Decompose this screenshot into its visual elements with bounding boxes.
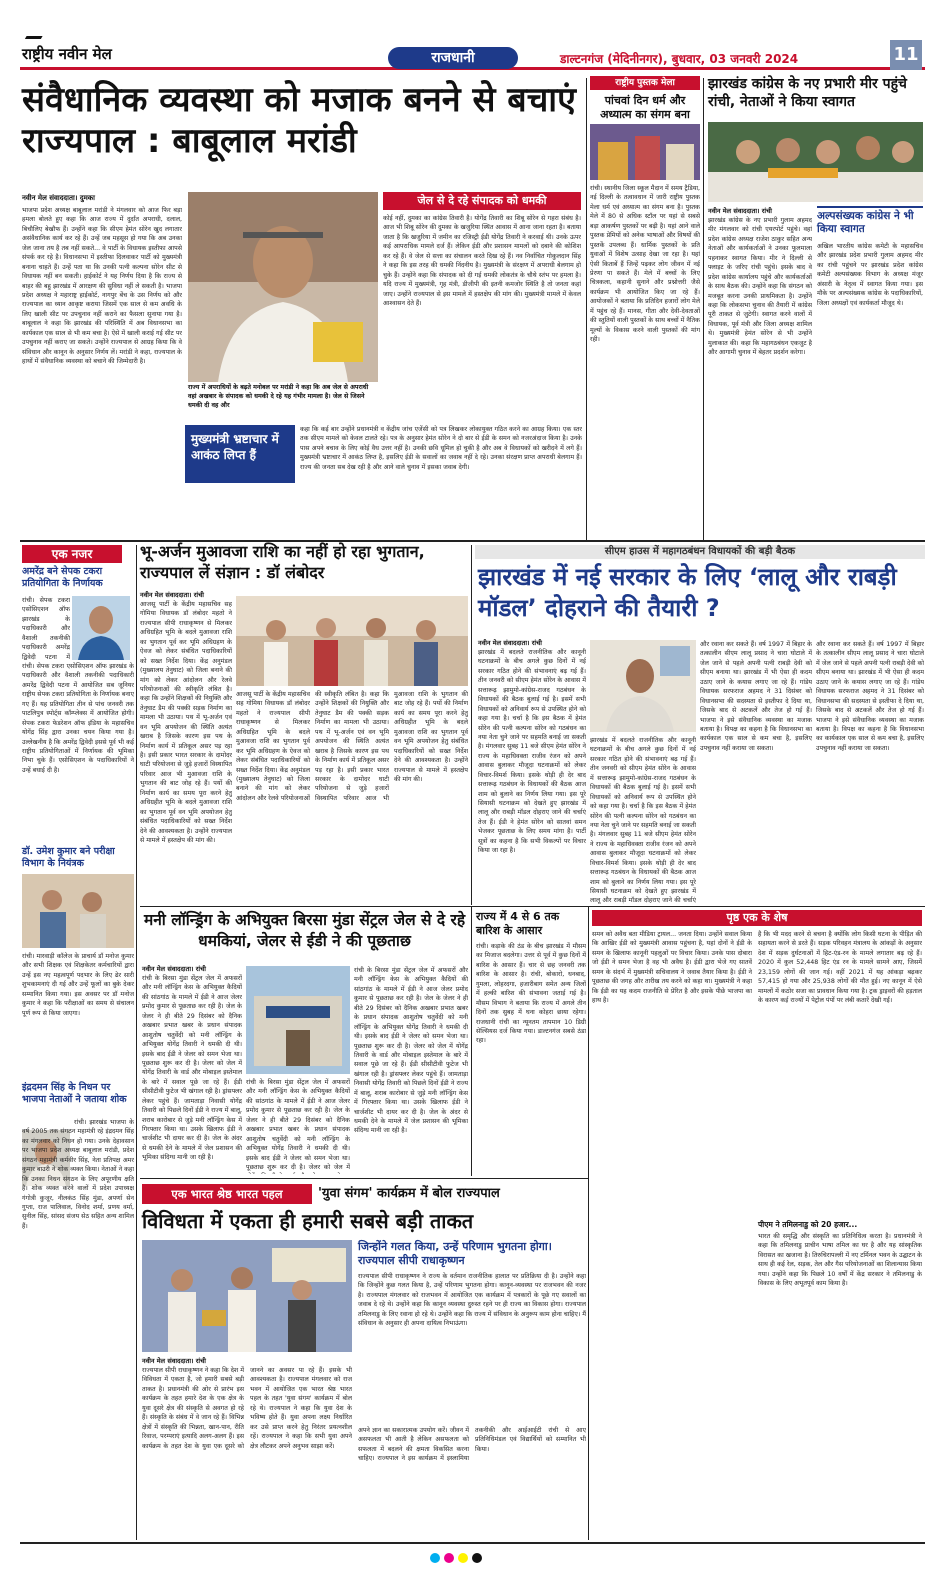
newspaper-brand: राष्ट्रीय नवीन मेल [22,45,112,63]
lead-column-1: भाजपा प्रदेश अध्यक्ष बाबूलाल मरांडी ने मंगलवार को आज फिर बड़ा हमला बोलते हुए कहा कि आज राज्य में दुर्दांत अपराधी, दलाल, बिचौलिए बेखौफ हैं। उन्होंने कहा कि सीएम हेमंत सोरेन खुद लगातार असंवैधानिक कार्य कर रहे हैं। उन्हें जब महसूस हो गया कि अब उनका जेल जाना तय है तब नहीं सकते... वे पार्टी के विधायक इस्तीफा आपसे संपर्क कर रहे है। विधानसभा में इस्तीफा दिलवाकर पार्टी को मुख्यमंत्री बनाना चाहते हैं। उन्हें पता था कि उनकी पत्नी कल्पना सोरेन सीट से विधायक नहीं बन सकती। हाईकोर्ट ने यह निर्णय दिया है कि राज्य से बाहर की बहु झारखंड में आरक्षण की सुविधा नहीं ले सकती है। भाजपा प्रदेश अध्यक्ष ने महाराष्ट्र हाईकोर्ट, नागपुर बेंच के उस निर्णय को और राज्यपाल का ध्यान आकृष्ट कराया जिसमें एक साल से कम अवधि के लिए खाली सीट पर उपचुनाव नहीं कराने का फैसला सुनाया गया है। बाबूलाल ने कहा कि झारखंड की परिस्थिति में अब विधानसभा का कार्यकाल एक साल से भी कम बचा है। ऐसे में खाली कराई गई सीट पर उपचुनाव नहीं कराए जा सकते। उन्होंने राज्यपाल से आग्रह किया कि वे संविधान और कानून के अनुसार निर्णय लें। मरांडी ने कहा, राज्यपाल के हाथों में संवैधानिक व्यवस्था को बचाने की जिम्मेदारी है। [22,207,182,365]
congress-side-text: अखिल भारतीय कांग्रेस कमेटी के महासचिव और झारखंड प्रदेश प्रभारी गुलाम अहमद मीर का रांची पहुंचने पर झारखंड प्रदेश कांग्रेस कमेटी अल्पसंख्यक विभाग के अध्यक्ष मंजूर अंसारी के नेतृत्व में स्वागत किया गया। इस मौके पर अल्पसंख्यक कांग्रेस के पदाधिकारियों, जिला अध्यक्षों एवं कार्यकर्ता मौजूद थे। [817,243,923,307]
lead-headline: संवैधानिक व्यवस्था को मजाक बनने से बचाएं राज्यपाल : बाबूलाल मरांडी [22,80,576,161]
book-fair-kicker: राष्ट्रीय पुस्तक मेला [590,76,700,90]
congress-photo [708,122,923,202]
laundering-text-mid: रांची के बिरसा मुंडा सेंट्रल जेल में अफसरों और मनी लॉन्ड्रिंग केस के अभियुक्त कैदियों की सांठगांठ के मामले में ईडी ने आज जेलर प्रमोद कुमार से पूछताछ कर रही है। जेल के जेलर ने ही बीते 29 दिसंबर को दैनिक अखबार प्रभात खबर के प्रधान संपादक आशुतोष चतुर्वेदी को मनी लॉन्ड्रिंग के अभियुक्त योगेंद्र तिवारी ने धमकी दी थी। इसके बाद ईडी ने जेलर को समन भेजा था। पूछताछ शुरू कर दी है। जेलर को जेल में [246,1079,350,1171]
ek-nazar-item2-title: डॉ. उमेश कुमार बने परीक्षा विभाग के नियंत्रक [22,846,115,869]
lead-box-title: मुख्यमंत्री भ्रष्टाचार में आकंठ लिप्त हैं [185,425,295,483]
laundering-byline: नवीन मेल संवाददाता। रांची [142,965,206,973]
congress-side-title: अल्पसंख्यक कांग्रेस ने भी किया स्वागत [817,206,923,236]
footer-rule [20,1542,925,1544]
alliance-text-far-right: और रवाना कर सकते हैं। वर्ष 1997 में बिहार के तत्कालीन सीएम लालू प्रसाद ने चारा घोटाले में जेल जाने से पहले अपनी पत्नी राबड़ी देवी को सीएम बनाया था। झारखंड में भी ऐसा ही कदम उठाए जाने के कयास लगाए जा रहे हैं। गांडेय विधायक सरफराज अहमद ने 31 दिसंबर को विधानसभा की सदस्यता से इस्तीफा दे दिया था, जिसके बाद से अटकलें और तेज हो गई हैं। भाजपा ने इसे संवैधानिक व्यवस्था का मजाक बताया है। विपक्ष का कहना है कि विधानसभा का कार्यकाल एक साल से कम बचा है, इसलिए उपचुनाव नहीं कराया जा सकता। [816,641,924,752]
ebsb-text: राज्यपाल सीपी राधाकृष्णन ने कहा कि देश में विविधता में एकता है, जो हमारी सबसे बड़ी ताकत है। प्रधानमंत्री की ओर से प्रारंभ इस कार्यक्रम के तहत हमारे देश के एक क्षेत्र के युवा दूसरे क्षेत्र की संस्कृति से अवगत हो रहे हैं। संस्कृति के संबंध में वे जान रहे हैं। विभिन्न क्षेत्रों में संस्कृति की भिन्नता, खान-पान, रीति रिवाज, परम्पराएं इत्यादि अलग-अलग हैं। इस कार्यक्रम के तहत देश के युवा एक दूसरे को जानने का अवसर पा रहे हैं। इसके भी आवश्यकता है। राज्यपाल मंगलवार को राज भवन में आयोजित एक भारत श्रेष्ठ भारत पहल के तहत 'युवा संगम' कार्यक्रम में बोल रहे थे। राज्यपाल ने कहा कि युवा देश के भविष्य होते हैं। युवा अपना लक्ष्य निर्धारित कर उसे प्राप्त करने हेतु निरंतर प्रयत्नशील रहें। राज्यपाल ने कहा कि सभी युवा अपने क्षेत्र लौटकर अपने अनुभव साझा करें। [142,1367,352,1450]
jail-photo [246,966,350,1074]
lead-box-text: कहा कि कई बार उन्होंने प्रधानमंत्री व केंद्रीय जांच एजेंसी को पत्र लिखकर लोकायुक्त गठित करने का आग्रह किया। एक स्तर तक सीएम मामले को केवल टालते रहे। पत्र के अनुसार हेमंत सोरेन ने दो बार से ईडी के समन को नजरअंदाज किया है। उनके पास अपने बचाव के लिए कोई वैध उत्तर नहीं है। उनकी छवि धूमिल हो चुकी है और अब वे विधायकों को खरीदने में लगे हैं। मुख्यमंत्री भ्रष्टाचार में आकंठ लिप्त है, इसलिए ईडी के सवालों का जवाब नहीं दे रहे। उनका संरक्षण प्राप्त अपराधी बेलगाम हैं। राज्य की जनता सब देख रही है और आने वाले चुनाव में इसका जवाब देगी। [300,426,582,471]
ek-nazar-item3-text: रांची। झारखंड भाजपा के वर्ष 2005 तक संगठन महामंत्री रहे इंद्रदमन सिंह का मंगलवार को निधन हो गया। उनके देहावसान पर भाजपा प्रदेश अध्यक्ष बाबूलाल मरांडी, प्रदेश संगठन महामंत्री कर्मवीर सिंह, नेता प्रतिपक्ष अमर कुमार बाउरी ने शोक व्यक्त किया। नेताओं ने कहा कि उनका निधन संगठन के लिए अपूरणीय क्षति है। शोक व्यक्त करने वालों में प्रदेश उपाध्यक्ष गंगोत्री कुजूर, नीलकंठ सिंह मुंडा, अपर्णा सेन गुप्ता, राज पालिवाल, विनोद शर्मा, प्रणय वर्मा, सुनील सिंह, सांसद संजय सेठ सहित अन्य शामिल हैं। [22,1119,134,1230]
continued-label: पृष्ठ एक के शेष [592,910,922,926]
amrendra-photo [72,596,130,660]
land-headline: भू-अर्जन मुआवजा राशि का नहीं हो रहा भुगतान, राज्यपाल लें संज्ञान : डॉ लंबोदर [140,542,425,582]
ebsb-banner-left: एक भारत श्रेष्ठ भारत पहल [142,1184,312,1204]
ebsb-headline: विविधता में एकता ही हमारी सबसे बड़ी ताकत [142,1209,474,1233]
yellow-dot-icon [458,1553,468,1563]
alliance-byline: नवीन मेल संवाददाता। रांची [478,639,542,647]
ek-nazar-item1-title: अमरेंद्र बने सेपक टकरा प्रतियोगिता के निर्णायक [22,566,103,589]
laundering-text: रांची के बिरसा मुंडा सेंट्रल जेल में अफसरों और मनी लॉन्ड्रिंग केस के अभियुक्त कैदियों की सांठगांठ के मामले में ईडी ने आज जेलर प्रमोद कुमार से पूछताछ कर रही है। जेल के जेलर ने ही बीते 29 दिसंबर को दैनिक अखबार प्रभात खबर के प्रधान संपादक आशुतोष चतुर्वेदी को मनी लॉन्ड्रिंग के अभियुक्त योगेंद्र तिवारी ने धमकी दी थी। इसके बाद ईडी ने जेलर को समन भेजा था। पूछताछ शुरू कर दी है। जेलर को जेल में योगेंद्र तिवारी के वार्ड और मोबाइल इस्तेमाल के बारे में सवाल पूछे जा रहे हैं। ईडी सीसीटीवी फुटेज भी खंगाल रही है। ड्रांसफ्लर लेकर पहुंचे हैं। जामताड़ा निवासी योगेंद्र तिवारी को पिछले दिनों ईडी ने राज्य में बालू, शराब कारोबार से जुड़े मनी लॉन्ड्रिंग केस में गिरफ्तार किया था। उसके खिलाफ ईडी ने चार्जशीट भी दायर कर दी है। जेल के अंदर से धमकी देने के मामले में जेल प्रशासन की भूमिका संदिग्ध मानी जा रही है। [142,975,242,1162]
congress-byline: नवीन मेल संवाददाता। रांची [708,207,772,215]
book-fair-headline: पांचवां दिन धर्म और अध्यात्म का संगम बना [600,94,690,121]
page-number: 11 [890,40,922,70]
ebsb-side-text-2: अपने ज्ञान का सकारात्मक उपयोग करें। जीवन में असफलता भी आती है लेकिन असफलता को सफलता में बदलने की क्षमता विकसित करना चाहिए। राज्यपाल ने इस कार्यक्रम में इस्लामिया तकनीकी और आईआईटी रांची से आए प्रतिनिधिमंडल एवं विद्यार्थियों को सम्मानित भी किया। [358,1427,586,1463]
lead-photo-caption: राज्य में अपराधियों के बढ़ते मनोबल पर मरांडी ने कहा कि अब जेल से अपराधी वहां अखबार के संपादक को धमकी दे रहे यह गंभीर मामला है। जेल से जिसने धमकी दी वह और [188,384,369,409]
black-dot-icon [472,1553,482,1563]
alliance-text-right: और रवाना कर सकते हैं। वर्ष 1997 में बिहार के तत्कालीन सीएम लालू प्रसाद ने चारा घोटाले में जेल जाने से पहले अपनी पत्नी राबड़ी देवी को सीएम बनाया था। झारखंड में भी ऐसा ही कदम उठाए जाने के कयास लगाए जा रहे हैं। गांडेय विधायक सरफराज अहमद ने 31 दिसंबर को विधानसभा की सदस्यता से इस्तीफा दे दिया था, जिसके बाद से अटकलें और तेज हो गई हैं। भाजपा ने इसे संवैधानिक व्यवस्था का मजाक बताया है। विपक्ष का कहना है कि विधानसभा का कार्यकाल एक साल से कम बचा है, इसलिए उपचुनाव नहीं कराया जा सकता। [700,641,812,752]
congress-text: झारखंड कांग्रेस के नए प्रभारी गुलाम अहमद मीर मंगलवार को रांची एयरपोर्ट पहुंचे। वहां प्रदेश कांग्रेस अध्यक्ष राजेश ठाकुर सहित अन्य नेताओं और कार्यकर्ताओं ने उनका फूलमाला पहनाकर स्वागत किया। मीर ने दिल्ली से फ्लाइट के जरिए रांची पहुंचे। इसके बाद वे प्रदेश कांग्रेस कार्यालय पहुंचे और कार्यकर्ताओं के साथ बैठक की। उन्होंने कहा कि संगठन को मजबूत करना उनकी प्राथमिकता है। उन्होंने कहा कि लोकसभा चुनाव की तैयारी में कांग्रेस पूरी ताकत से जुटेगी। स्वागत करने वालों में विधायक, पूर्व मंत्री और जिला अध्यक्ष शामिल थे। मुख्यमंत्री हेमंत सोरेन से भी उन्होंने मुलाकात की। कहा कि महागठबंधन एकजुट है और आगामी चुनाव में बेहतर प्रदर्शन करेगा। [708,217,812,357]
umesh-photo [22,874,134,948]
ebsb-byline: नवीन मेल संवाददाता। रांची [142,1357,206,1365]
alliance-headline: झारखंड में नई सरकार के लिए ‘लालू और राबड़ी मॉडल’ दोहराने की तैयारी ? [478,563,897,623]
column-rule [586,78,587,540]
continued-subhead: पीएम ने तमिलनाडु को 20 हजार... [758,1220,858,1229]
dateline: डाल्टनगंज (मेदिनीनगर), बुधवार, 03 जनवरी 2024 [560,52,799,66]
ebsb-photo [142,1240,352,1352]
column-rule [136,545,137,1540]
lead-kicker: जेल से दे रहे संपादक को धमकी [383,192,581,210]
book-fair-photo [590,124,700,180]
magenta-dot-icon [444,1553,454,1563]
congress-headline: झारखंड कांग्रेस के नए प्रभारी मीर पहुंचे रांची, नेताओं ने किया स्वागत [708,76,907,110]
ek-nazar-item1-text-a: रांची। सेपक टकरा एसोसिएशन ऑफ झारखंड के पदाधिकारी और वैशाली तकनीकी पदाधिकारी अमरेंद्र द्विवेदी पटना में [22,597,70,660]
alliance-text: झारखंड में बदलते राजनीतिक और कानूनी घटनाक्रमों के बीच अगले कुछ दिनों में नई सरकार गठित होने की संभावनाएं बढ़ गई हैं। तीन जनवरी को सीएम हेमंत सोरेन के आवास में सत्तारूढ़ झामुमो-कांग्रेस-राजद गठबंधन के विधायकों की बैठक बुलाई गई है। इसमें सभी विधायकों को अनिवार्य रूप से उपस्थित होने को कहा गया है। चर्चा है कि इस बैठक में हेमंत सोरेन की पत्नी कल्पना सोरेन को गठबंधन का नया नेता चुने जाने पर सहमति बनाई जा सकती है। मंगलवार सुबह 11 बजे सीएम हेमंत सोरेन ने राज्य के महाधिवक्ता राजीव रंजन को अपने आवास बुलाकर मौजूदा घटनाक्रमों को लेकर विचार-विमर्श किया। इसके थोड़ी ही देर बाद सत्तारूढ़ गठबंधन के विधायकों की बैठक आज शाम को बुलाने का निर्णय लिया गया। इस पूरे सियासी घटनाक्रम को देखते हुए झारखंड में लालू और राबड़ी मॉडल दोहराए जाने की चर्चाएं तेज हैं। ईडी ने हेमंत सोरेन को सातवां समन भेजकर पूछताछ के लिए समय मांगा है। पार्टी सूत्रों का कहना है कि सभी विकल्पों पर विचार किया जा रहा है। [478,649,586,855]
registration-marks [430,1548,486,1567]
weather-headline: राज्य में 4 से 6 तक बारिश के आसार [476,910,560,938]
section-divider [140,1178,588,1179]
lead-column-2: कोई नहीं, दुमका का कांग्रेस तिवारी है। योगेंद्र तिवारी का शिबू सोरेन से गहरा संबंध है। आज भी शिबू सोरेन की दुमका के खजुरिया स्थित आवास में आना जाना रहता है। बताया जाता है कि खजुरिया में जमीन का रजिस्ट्री ईडी योगेंद्र तिवारी ने करवाई थी। उनके ऊपर कई आपराधिक मामले दर्ज हैं। लेकिन ईडी और प्रशासन मामलों को दबाने की कोशिश कर रहे हैं। वे जेल से सत्ता का संचालन करते दिख रहे हैं। नव निर्वाचित गोकुलदान सिंह ने कहा कि इस तरह की धमकी निंदनीय है। मुख्यमंत्री के संरक्षण में अपराधी बेलगाम हो चुके हैं। उन्होंने कहा कि संपादक को दी गई धमकी लोकतंत्र के चौथे स्तंभ पर हमला है। यदि राज्य में मुख्यमंत्री, गृह मंत्री, डीजीपी की इतनी कमजोर स्थिति है तो जनता कहां जाए। उन्होंने राज्यपाल से इस मामले में हस्तक्षेप की मांग की। मुख्यमंत्री मामले में केवल आश्वासन देते हैं। [383,215,581,307]
land-text: आजसू पार्टी के केंद्रीय महासचिव सह गोमिया विधायक डॉ लंबोदर महतो ने राज्यपाल सीपी राधाकृष्णन से मिलकर अधिग्रहित भूमि के बदले मुआवजा राशि का भुगतान पूर्व कर भूमि अधिग्रहण के ऐवज को लेकर संबंधित पदाधिकारियों को सख्त निर्देश दिया। केंद्र अनुमंडल (मुख्यालय तेनुघाट) को जिला बनाने की मांग को लेकर आंदोलन और रेलवे परियोजनाओं की स्वीकृति लंबित है। कहा कि उन्होंने शिक्षकों की नियुक्ति और तेनुघाट डैम की पक्की सड़क निर्माण का मामला भी उठाया। पथ में भू-अर्जन एवं वन भूमि अपयोजन की स्थिति अत्यंत खराब है जिसके कारण इस पथ के निर्माण कार्य में प्रतिकूल असर पड़ रहा है। इसी प्रकार भारत सरकार के दामोदर घाटी परियोजना से जुड़े हजारों विस्थापित परिवार आज भी मुआवजा राशि के भुगतान की बाट जोह रहे हैं। पर्यो की निर्माण कार्य का समय पूरा करने हेतु अधिग्रहीत भूमि के बदले मुआवजा राशि का भुगतान पूर्व वन भूमि अपयोजन हेतु संबंधित पदाधिकारियों को सख्त निर्देश देने की आवश्यकता है। उन्होंने राज्यपाल से मामले में हस्तक्षेप की मांग की। [140,601,232,844]
ebsb-banner-right: 'युवा संगम' कार्यक्रम में बोल राज्यपाल [318,1186,500,1201]
land-text-continued: आजसू पार्टी के केंद्रीय महासचिव सह गोमिया विधायक डॉ लंबोदर महतो ने राज्यपाल सीपी राधाकृष्णन से मिलकर अधिग्रहित भूमि के बदले मुआवजा राशि का भुगतान पूर्व कर भूमि अधिग्रहण के ऐवज को लेकर संबंधित पदाधिकारियों को सख्त निर्देश दिया। केंद्र अनुमंडल (मुख्यालय तेनुघाट) को जिला बनाने की मांग को लेकर आंदोलन और रेलवे परियोजनाओं की स्वीकृति लंबित है। कहा कि उन्होंने शिक्षकों की नियुक्ति और तेनुघाट डैम की पक्की सड़क निर्माण का मामला भी उठाया। पथ में भू-अर्जन एवं वन भूमि अपयोजन की स्थिति अत्यंत खराब है जिसके कारण इस पथ के निर्माण कार्य में प्रतिकूल असर पड़ रहा है। इसी प्रकार भारत सरकार के दामोदर घाटी परियोजना से जुड़े हजारों विस्थापित परिवार आज भी मुआवजा राशि के भुगतान की बाट जोह रहे हैं। पर्यो की निर्माण कार्य का समय पूरा करने हेतु अधिग्रहीत भूमि के बदले मुआवजा राशि का भुगतान पूर्व वन भूमि अपयोजन हेतु संबंधित पदाधिकारियों को सख्त निर्देश देने की आवश्यकता है। उन्होंने राज्यपाल से मामले में हस्तक्षेप की मांग की। [236,691,468,802]
continued-text-2: है कि भी मदद करने से बचना है क्योंकि लोग किसी घटना के पीड़ित की सहायता करने से डरते हैं। सड़क परिवहन मंत्रालय के आंकड़ों के अनुसार देश में सड़क दुर्घटनाओं में हिट-एंड-रन के मामले लगातार बढ़ रहे हैं। 2020 में कुल 52,448 हिट एंड रन के मामले सामने आए, जिसमें 23,159 लोगों की जान गई। वहीं 2021 में यह आंकड़ा बढ़कर 57,415 हो गया और 25,938 लोगों की मौत हुई। नए कानून में ऐसे मामलों में कठोर सजा का प्रावधान किया गया है। ट्रक ड्राइवरों की हड़ताल के कारण कई राज्यों में पेट्रोल पंपों पर लंबी कतारें देखी गईं। [758,931,922,1005]
alliance-kicker: सीएम हाउस में महागठबंधन विधायकों की बड़ी बैठक [475,545,925,559]
book-fair-text: रांची। स्थानीय जिला स्कूल मैदान में समय ट्रैडिया, नई दिल्ली के तत्वावधान में जारी राष्ट्रीय पुस्तक मेला धर्म एवं अध्यात्म का संगम बना है। पुस्तक मेले में 80 से अधिक स्टॉल पर यहां से सबसे बड़ा आकर्षण पुस्तकों पर बढ़ी है। यहां आने वाले पुस्तक प्रेमियों को अनेक भाषाओं और विषयों की पुस्तकें उपलब्ध हैं। धार्मिक पुस्तकों के प्रति युवाओं में विशेष उत्साह देखा जा रहा है। यहां ऐसी किताबें हैं जिन्हें पढ़कर लोग जीवन में नई प्रेरणा पा सकते हैं। मेले में बच्चों के लिए चित्रकला, कहानी सुनाने और प्रश्नोत्तरी जैसे कार्यक्रम भी आयोजित किए जा रहे हैं। आयोजकों ने बताया कि प्रतिदिन हजारों लोग मेले में पहुंच रहे हैं। मानस, गीता और देवी-देवताओं की स्तुतियों वाली पुस्तकों के साथ बच्चों में नैतिक मूल्यों के विकास करने वाली पुस्तकों की मांग रही। [590,185,700,343]
column-rule [471,545,472,905]
lead-byline: नवीन मेल संवाददाता। दुमका [22,194,95,202]
continued-text-3: भारत की समृद्धि और संस्कृति का प्रतिनिधित्व करता है। प्रधानमंत्री ने कहा कि तमिलनाडु प्राचीन भाषा तमिल का घर है और यह सांस्कृतिक विरासत का खजाना है। तिरुचिरापल्ली में नए टर्मिनल भवन के उद्घाटन के साथ ही कई रेल, सड़क, तेल और गैस परियोजनाओं का शिलान्यास किया गया। उन्होंने कहा कि पिछले 10 वर्षों में केंद्र सरकार ने तमिलनाडु के विकास के लिए अभूतपूर्व काम किया है। [758,1233,922,1288]
ek-nazar-label: एक नजर [22,545,122,563]
column-rule [471,906,472,1176]
lead-photo-babulal [188,192,378,382]
continued-text-1: समन को अवैध बता मीडिया ट्रायल... जनता दिया। उन्होंने सवाल किया कि आखिर ईडी को मुख्यमंत्री आवास पहुंचना है, यहां दोनों ने ईडी के समन के खिलाफ कानूनी पहलुओं पर विचार किया। उनके पास दोबारा जो ईडी ने समन भेजा है वह भी अवैध है। ईडी द्वारा भेजे गए सातवें समन के संदर्भ में मुख्यमंत्री सचिवालय ने जवाब तैयार किया है। ईडी ने पूछताछ की जगह और तारीख तय करने को कहा था। मुख्यमंत्री ने कहा कि ईडी का यह कदम राजनीति से प्रेरित है और इसके पीछे भाजपा का हाथ है। [592,931,752,1005]
ek-nazar-item1-text: रांची। सेपक टकरा एसोसिएशन ऑफ झारखंड के पदाधिकारी और वैशाली तकनीकी पदाधिकारी अमरेंद्र द्विवेदी पटना में आयोजित सब जूनियर राष्ट्रीय सेपक टकरा प्रतियोगिता के निर्णायक बनाए गए हैं। यह प्रतियोगिता तीन से पांच जनवरी तक पाटलिपुत्र स्पोर्ट्स कॉम्प्लेक्स में आयोजित होगी। सेपक टकरा फेडरेशन ऑफ इंडिया के महासचिव योगेंद्र सिंह द्वारा उनका चयन किया गया है। उल्लेखनीय है कि अमरेंद्र द्विवेदी इससे पूर्व भी कई राष्ट्रीय प्रतियोगिताओं में निर्णायक की भूमिका निभा चुके हैं। एसोसिएशन के पदाधिकारियों ने उन्हें बधाई दी है। [22,663,134,774]
section-divider [140,906,925,907]
column-rule [703,78,704,540]
ebsb-side-headline: जिन्होंने गलत किया, उन्हें परिणाम भुगतना होगा। राज्यपाल सीपी राधाकृष्णन [358,1240,552,1268]
ek-nazar-item3-title: इंद्रदमन सिंह के निधन पर भाजपा नेताओं ने जताया शोक [22,1082,127,1105]
hemant-photo [590,640,696,732]
laundering-text-right: रांची के बिरसा मुंडा सेंट्रल जेल में अफसरों और मनी लॉन्ड्रिंग केस के अभियुक्त कैदियों की सांठगांठ के मामले में ईडी ने आज जेलर प्रमोद कुमार से पूछताछ कर रही है। जेल के जेलर ने ही बीते 29 दिसंबर को दैनिक अखबार प्रभात खबर के प्रधान संपादक आशुतोष चतुर्वेदी को मनी लॉन्ड्रिंग के अभियुक्त योगेंद्र तिवारी ने धमकी दी थी। इसके बाद ईडी ने जेलर को समन भेजा था। पूछताछ शुरू कर दी है। जेलर को जेल में योगेंद्र तिवारी के वार्ड और मोबाइल इस्तेमाल के बारे में सवाल पूछे जा रहे हैं। ईडी सीसीटीवी फुटेज भी खंगाल रही है। ड्रांसफ्लर लेकर पहुंचे हैं। जामताड़ा निवासी योगेंद्र तिवारी को पिछले दिनों ईडी ने राज्य में बालू, शराब कारोबार से जुड़े मनी लॉन्ड्रिंग केस में गिरफ्तार किया था। उसके खिलाफ ईडी ने चार्जशीट भी दायर कर दी है। जेल के अंदर से धमकी देने के मामले में जेल प्रशासन की भूमिका संदिग्ध मानी जा रही है। [354,967,468,1135]
cyan-dot-icon [430,1553,440,1563]
land-byline: नवीन मेल संवाददाता। रांची [140,591,204,599]
column-rule [588,906,589,1540]
ebsb-side-text: राज्यपाल सीपी राधाकृष्णन ने राज्य के वर्तमान राजनीतिक हालात पर प्रतिक्रिया दी है। उन्होंने कहा कि जिन्होंने कुछ गलत किया है, उन्हें परिणाम भुगतना होगा। कानून-व्यवस्था पर राजभवन की नजर है। राज्यपाल मंगलवार को राजभवन में आयोजित एक कार्यक्रम में पत्रकारों के पूछे गए सवालों का जवाब दे रहे थे। उन्होंने कहा कि कानून व्यवस्था दुरुस्त रहने पर ही राज्य का विकास होगा। राज्यपाल तमिलनाडु के लिए रवाना हो रहे थे। उन्होंने कहा कि राज्य में संविधान के अनुरूप काम होना चाहिए। मैं संविधान के अनुसार ही अपना दायित्व निभाऊंगा। [358,1273,586,1328]
ek-nazar-item2-text: रांची। मारवाड़ी कॉलेज के प्राचार्य डॉ मनोज कुमार और सभी शिक्षक एवं शिक्षकेतर कर्मचारियों द्वारा उन्हें इस नए महत्वपूर्ण पदभार के लिए ढेर सारी शुभकामनाएं दी गई और उन्हें फूलों का बुके देकर सम्मानित किया गया। इस अवसर पर डॉ मनोज कुमार ने कहा कि परीक्षाओं का समय से संचालन पूर्ण रूप से किया जाएगा। [22,953,134,1017]
laundering-headline: मनी लॉन्ड्रिंग के अभियुक्त बिरसा मुंडा सेंट्रल जेल से दे रहे धमकियां, जेलर से ईडी ने की पूछताछ [143,911,466,950]
alliance-text-mid: झारखंड में बदलते राजनीतिक और कानूनी घटनाक्रमों के बीच अगले कुछ दिनों में नई सरकार गठित होने की संभावनाएं बढ़ गई हैं। तीन जनवरी को सीएम हेमंत सोरेन के आवास में सत्तारूढ़ झामुमो-कांग्रेस-राजद गठबंधन के विधायकों की बैठक बुलाई गई है। इसमें सभी विधायकों को अनिवार्य रूप से उपस्थित होने को कहा गया है। चर्चा है कि इस बैठक में हेमंत सोरेन की पत्नी कल्पना सोरेन को गठबंधन का नया नेता चुने जाने पर सहमति बनाई जा सकती है। मंगलवार सुबह 11 बजे सीएम हेमंत सोरेन ने राज्य के महाधिवक्ता राजीव रंजन को अपने आवास बुलाकर मौजूदा घटनाक्रमों को लेकर विचार-विमर्श किया। इसके थोड़ी ही देर बाद सत्तारूढ़ गठबंधन के विधायकों की बैठक आज शाम को बुलाने का निर्णय लिया गया। इस पूरे सियासी घटनाक्रम को देखते हुए झारखंड में लालू और राबड़ी मॉडल दोहराए जाने की चर्चाएं [590,737,696,904]
land-photo [236,596,468,686]
section-label: राजधानी [388,47,518,69]
weather-text: रांची। कड़ाके की ठंड के बीच झारखंड में मौसम का मिजाज बदलेगा। उत्तर से पूर्व में कुछ दिनों में बारिश के आसार हैं। चार से छह जनवरी तक बारिश के आसार है। रांची, बोकारो, धनबाद, गुमला, लोहरदगा, हजारीबाग समेत अन्य जिलों में हल्की बारिश की संभावना जताई गई है। मौसम विभाग ने बताया कि राज्य में अगले तीन दिनों तक सुबह में घना कोहरा छाया रहेगा। राजधानी रांची का न्यूनतम तापमान 10 डिग्री सेल्सियस दर्ज किया गया। डाल्टनगंज सबसे ठंडा रहा। [476,943,586,1045]
